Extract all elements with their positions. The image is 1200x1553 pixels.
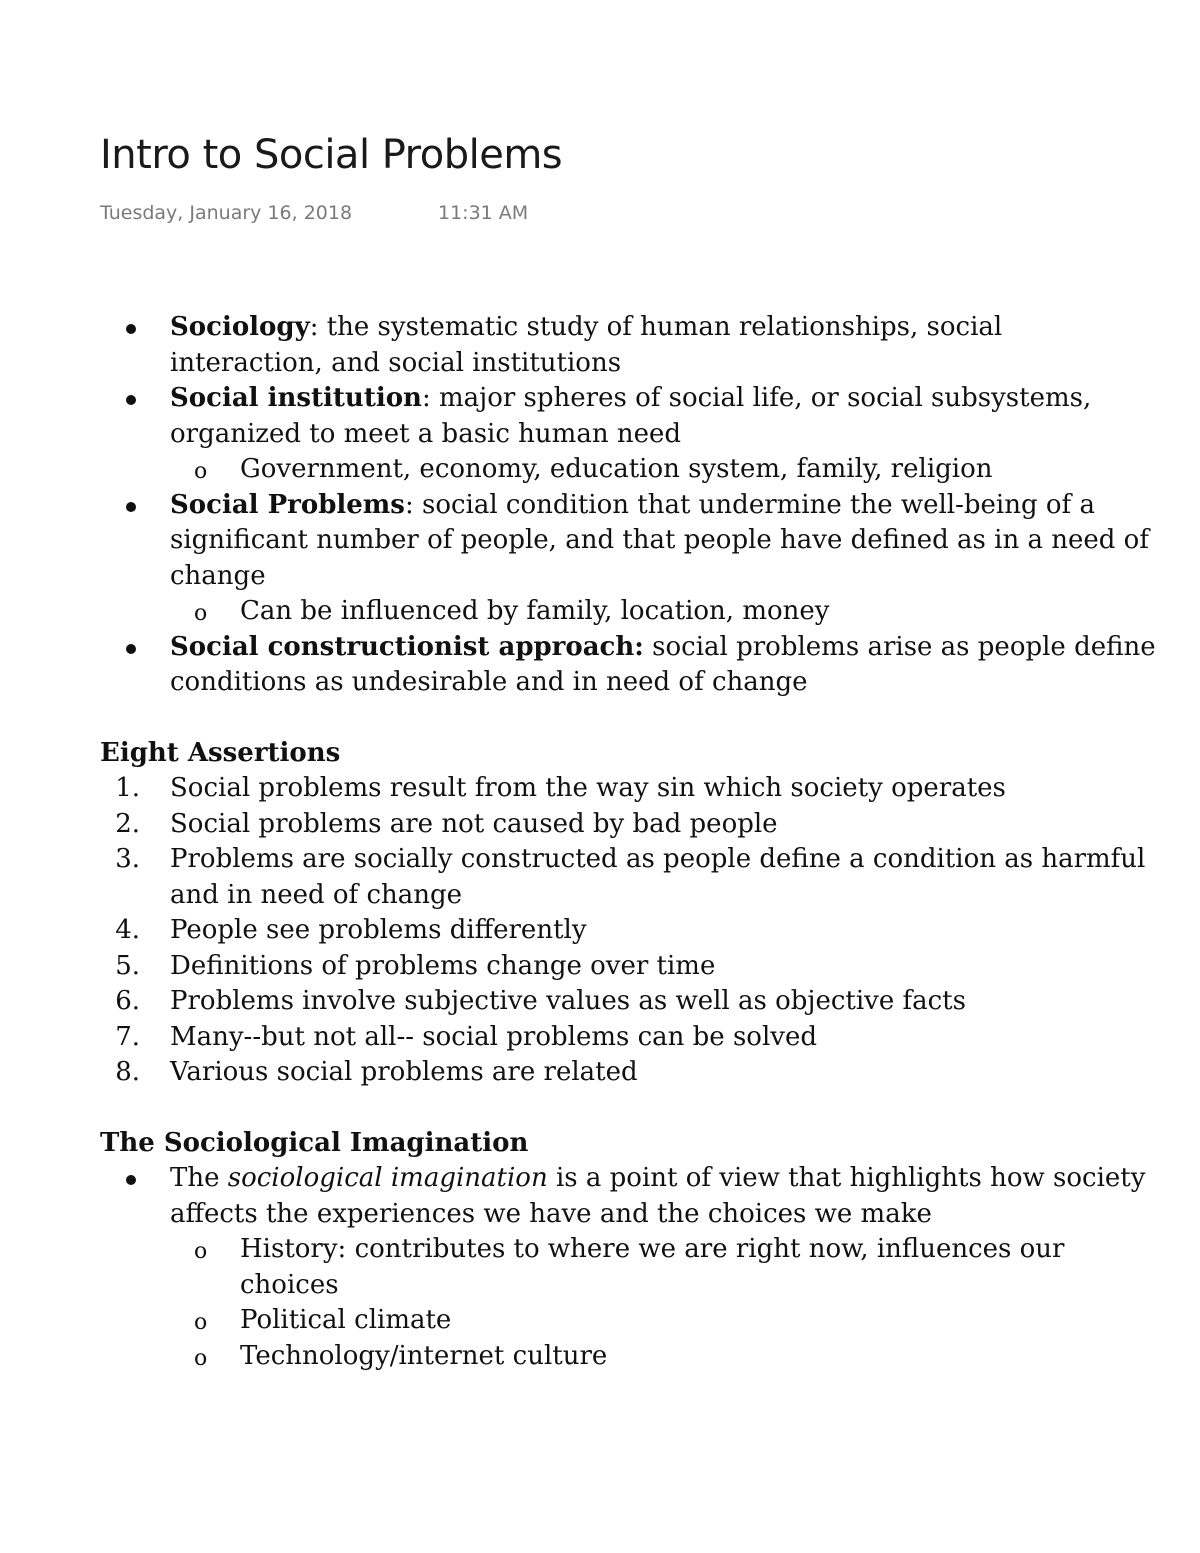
definition-term: Social institution (170, 383, 422, 413)
definition-text: : the systematic study of human relationships, social interaction, and social institutions (170, 312, 1003, 378)
definition-item (0, 310, 1200, 381)
sub-list-item (0, 1339, 1200, 1375)
definition-text: : major spheres of social life, or social subsystems, organized to meet a basic human need (170, 383, 1092, 449)
definition-item (0, 630, 1200, 701)
item-number: 8. (115, 1057, 140, 1087)
imagination-intro-after: is a point of view that highlights how society affects the experiences we have and the choices we make (170, 1163, 1146, 1229)
hollow-bullet-icon: o (194, 1239, 208, 1264)
note-date: Tuesday, January 16, 2018 (100, 202, 353, 224)
numbered-item (0, 913, 1200, 949)
item-text: Social problems result from the way sin which society operates (170, 773, 1006, 803)
hollow-bullet-icon: o (194, 1310, 208, 1335)
sub-item-text: Technology/internet culture (240, 1340, 608, 1371)
sub-item-text: Can be influenced by family, location, money (240, 596, 830, 626)
numbered-item (0, 807, 1200, 843)
item-number: 5. (115, 950, 140, 981)
item-text: Definitions of problems change over time (170, 950, 716, 981)
definition-term: Sociology (170, 312, 310, 342)
imagination-term: sociological imagination (227, 1163, 548, 1193)
item-text: Many--but not all-- social problems can be solved (170, 1021, 817, 1052)
definition-item (0, 488, 1200, 595)
definition-text: social problems arise as people define conditions as undesirable and in need of change (170, 631, 1156, 697)
bullet-icon (126, 1175, 136, 1185)
item-number: 3. (115, 844, 140, 874)
hollow-bullet-icon: o (194, 459, 208, 484)
item-text: Problems are socially constructed as people define a condition as harmful and in need of change (170, 844, 1146, 910)
numbered-item (0, 984, 1200, 1020)
bullet-icon (126, 395, 136, 405)
bullet-icon (126, 644, 136, 654)
sub-item-text: History: contributes to where we are right now, influences our choices (240, 1234, 1065, 1300)
definition-text: : social condition that undermine the well-being of a significant number of people, and that people have defined as in a need of change (170, 489, 1149, 591)
definition-term: Social Problems (170, 489, 405, 520)
note-body (0, 310, 1200, 1374)
hollow-bullet-icon: o (194, 601, 208, 626)
item-number: 1. (115, 773, 140, 803)
definition-term: Social constructionist approach: (170, 631, 644, 662)
page-title: Intro to Social Problems (100, 132, 563, 178)
item-text: Social problems are not caused by bad people (170, 808, 778, 839)
item-number: 6. (115, 986, 140, 1016)
sub-item-text: Political climate (240, 1305, 452, 1335)
numbered-item (0, 771, 1200, 807)
item-text: People see problems differently (170, 915, 587, 945)
note-time: 11:31 AM (438, 202, 529, 224)
imagination-intro-before: The (170, 1163, 228, 1193)
hollow-bullet-icon: o (194, 1345, 208, 1371)
item-number: 4. (115, 915, 140, 945)
sub-list-item (0, 1303, 1200, 1339)
bullet-icon (126, 502, 136, 512)
sub-list-item (0, 452, 1200, 488)
section-spacer (0, 701, 1200, 736)
section-heading-assertions: Eight Assertions (100, 737, 341, 768)
numbered-item (0, 1055, 1200, 1091)
bullet-item (0, 1161, 1200, 1232)
sub-list-item (0, 1232, 1200, 1303)
section-spacer (0, 1091, 1200, 1126)
sub-item-text: Government, economy, education system, family, religion (240, 454, 993, 484)
item-number: 2. (115, 808, 140, 839)
section-heading-imagination: The Sociological Imagination (100, 1127, 529, 1158)
item-text: Various social problems are related (170, 1057, 638, 1087)
definition-item (0, 381, 1200, 452)
numbered-item (0, 949, 1200, 985)
item-text: Problems involve subjective values as well as objective facts (170, 986, 966, 1016)
bullet-icon (126, 324, 136, 334)
item-number: 7. (115, 1021, 140, 1052)
sub-list-item (0, 594, 1200, 630)
numbered-item (0, 1020, 1200, 1056)
numbered-item (0, 842, 1200, 913)
